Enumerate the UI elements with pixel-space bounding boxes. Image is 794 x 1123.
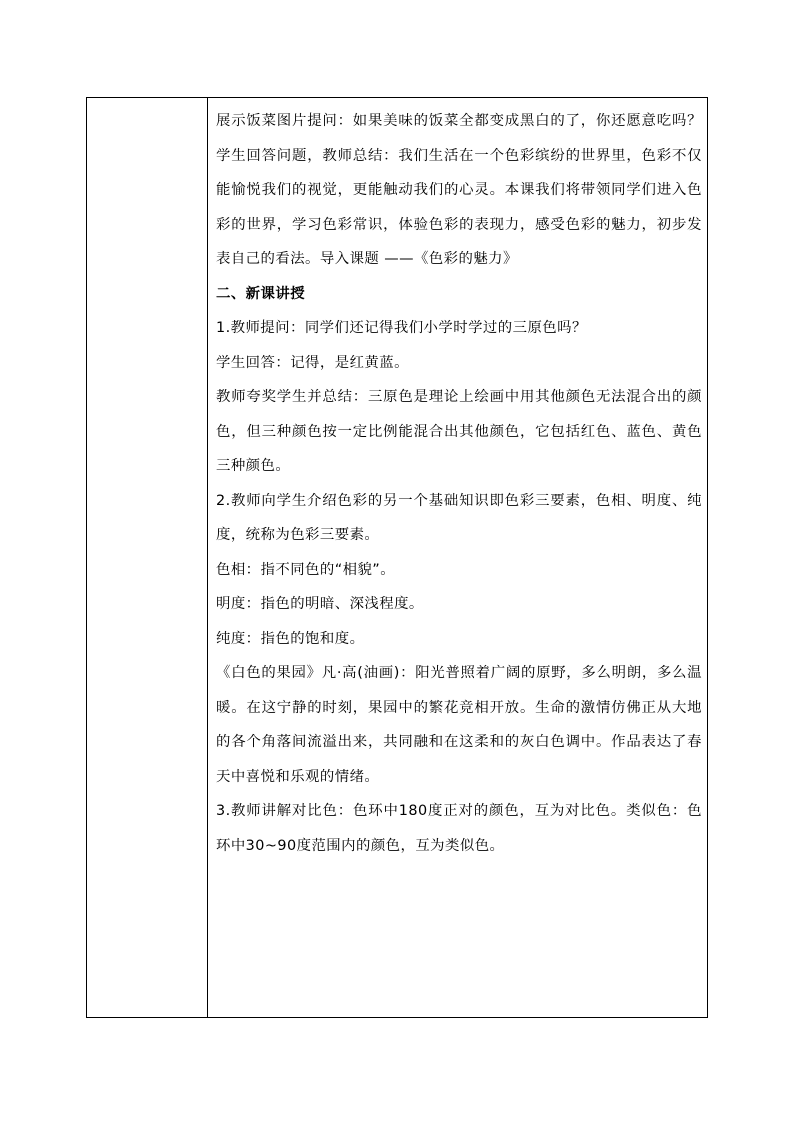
table-content-cell: [208, 98, 707, 1017]
contrast-colors-paragraph: 3.教师讲解对比色：色环中180度正对的颜色，互为对比色。类似色：色环中30~90度范围内的颜色，互为类似色。: [216, 803, 702, 854]
teacher-question-paragraph: 1.教师提问：同学们还记得我们小学时学过的三原色吗？: [216, 320, 587, 336]
hue-definition: 色相：指不同色的“相貌”。: [216, 561, 396, 578]
section-heading: 二、新课讲授: [216, 285, 306, 302]
primary-colors-summary-paragraph: 教师夸奖学生并总结：三原色是理论上绘画中用其他颜色无法混合出的颜色，但三种颜色按一定比例能混合出其他颜色，它包括红色、蓝色、黄色三种颜色。: [216, 389, 702, 474]
intro-paragraph: 展示饭菜图片提问：如果美味的饭菜全都变成黑白的了，你还愿意吃吗？学生回答问题，教师总结：我们生活在一个色彩缤纷的世界里，色彩不仅能愉悦我们的视觉，更能触动我们的心灵。本课我们将带领同学们进入色彩的世界，学习色彩常识，体验色彩的表现力，感受色彩的魅力，初步发表自己的看法。导入课题 ——《色彩的魅力》: [216, 113, 702, 267]
brightness-definition: 明度：指色的明暗、深浅程度。: [216, 596, 424, 612]
purity-definition: 纯度：指色的饱和度。: [216, 630, 365, 647]
student-answer-paragraph: 学生回答：记得，是红黄蓝。: [216, 354, 409, 371]
lesson-table: [86, 97, 708, 1018]
color-elements-paragraph: 2.教师向学生介绍色彩的另一个基础知识即色彩三要素，色相、明度、纯度，统称为色彩三要素。: [216, 492, 702, 543]
orchard-painting-paragraph: 《白色的果园》凡·高(油画)：阳光普照着广阔的原野，多么明朗，多么温暖。在这宁静的时刻，果园中的繁花竞相开放。生命的激情仿佛正从大地的各个角落间流溢出来，共同融和在这柔和的灰白色调中。作品表达了春天中喜悦和乐观的情绪。: [216, 665, 702, 785]
table-left-cell: [87, 98, 208, 1017]
